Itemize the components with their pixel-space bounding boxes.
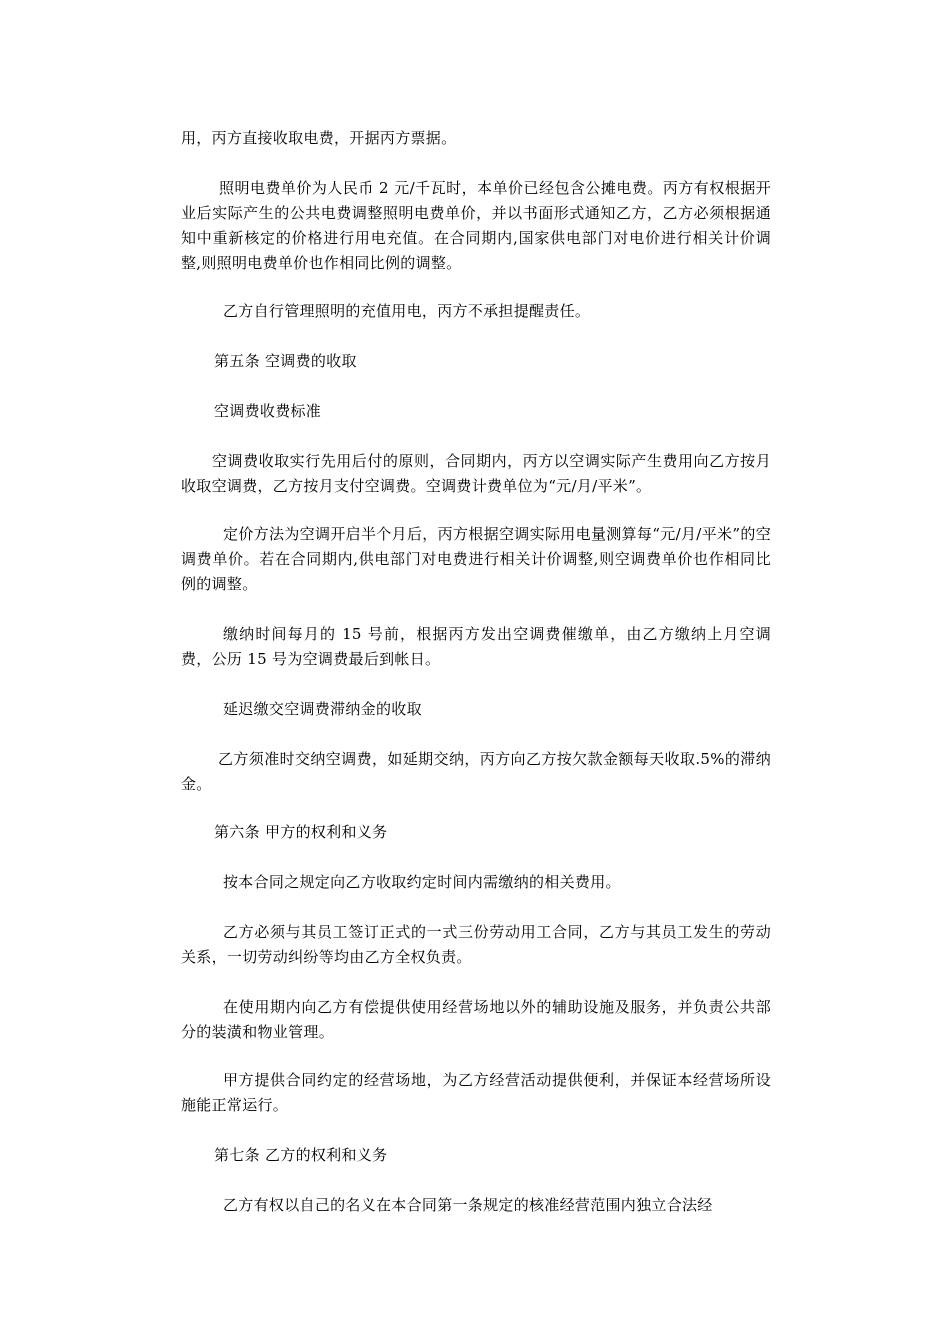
paragraph-lighting-self-manage: 乙方自行管理照明的充值用电，丙方不承担提醒责任。 [223,302,591,320]
paragraph-ac-pricing-method: 定价方法为空调开启半个月后，丙方根据空调实际用电量测算每“元/月/平米”的空调费单价。若在合同期内,供电部门对电费进行相关计价调整,则空调费单价也作相同比例的调整。 [181,525,771,593]
paragraph-ac-payment-time: 缴纳时间每月的 15 号前，根据丙方发出空调费催缴单，由乙方缴纳上月空调费，公历 15 号为空调费最后到帐日。 [181,625,771,668]
heading-article-7: 第七条 乙方的权利和义务 [214,1146,388,1164]
paragraph-labor-contract: 乙方必须与其员工签订正式的一式三份劳动用工合同，乙方与其员工发生的劳动关系，一切劳动纠纷等均由乙方全权负责。 [181,923,771,966]
paragraph-ancillary-services: 在使用期内向乙方有偿提供使用经营场地以外的辅助设施及服务，并负责公共部分的装潢和物业管理。 [181,998,771,1041]
paragraph-party-b-rights: 乙方有权以自己的名义在本合同第一条规定的核准经营范围内独立合法经 [223,1196,713,1214]
paragraph-late-fee-rule: 乙方须准时交纳空调费，如延期交纳，丙方向乙方按欠款金额每天收取.5%的滞纳金。 [181,750,771,793]
heading-article-6: 第六条 甲方的权利和义务 [214,823,388,841]
paragraph-ac-fee-principle: 空调费收取实行先用后付的原则，合同期内，丙方以空调实际产生费用向乙方按月收取空调费，乙方按月支付空调费。空调费计费单位为“元/月/平米”。 [181,452,771,495]
paragraph-lighting-price: 照明电费单价为人民币 2 元/千瓦时，本单价已经包含公摊电费。丙方有权根据开业后实际产生的公共电费调整照明电费单价，并以书面形式通知乙方，乙方必须根据通知中重新核定的价格进行用电充值。在合同期内,国家供电部门对电价进行相关计价调整,则照明电费单价也作相同比例的调整。 [181,179,771,272]
subheading-ac-fee-standard: 空调费收费标准 [214,402,322,420]
paragraph-electricity-billing-end: 用，丙方直接收取电费，开据丙方票据。 [181,129,457,147]
paragraph-party-a-right-collect: 按本合同之规定向乙方收取约定时间内需缴纳的相关费用。 [223,873,621,891]
paragraph-provide-premises: 甲方提供合同约定的经营场地，为乙方经营活动提供便利，并保证本经营场所设施能正常运行。 [181,1071,771,1114]
subheading-late-fee: 延迟缴交空调费滞纳金的收取 [223,700,422,718]
heading-article-5: 第五条 空调费的收取 [214,352,357,370]
